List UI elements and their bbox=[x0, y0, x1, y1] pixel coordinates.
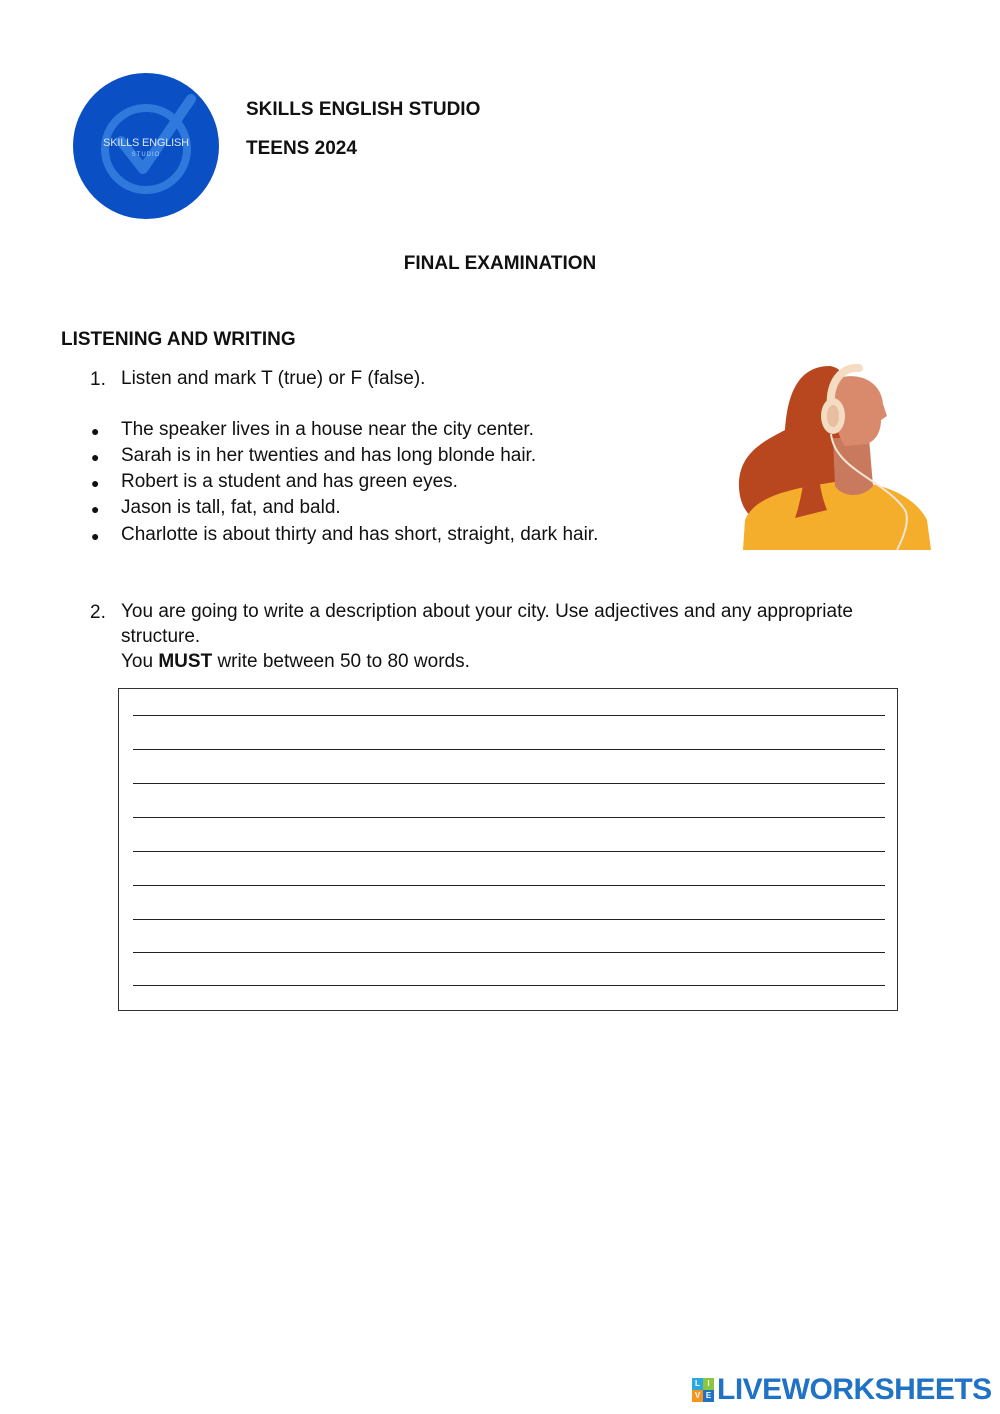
question-2-word-limit bbox=[121, 649, 921, 674]
bullet-icon: ● bbox=[91, 501, 100, 517]
writing-line[interactable] bbox=[133, 919, 885, 920]
brand-name: LIVEWORKSHEETS bbox=[717, 1373, 992, 1406]
logo-subtext: STUDIO bbox=[131, 152, 161, 158]
question-2-number: 2. bbox=[90, 602, 106, 623]
logo-letter: V bbox=[692, 1390, 703, 1402]
question-2-line-2: structure. bbox=[121, 626, 201, 647]
bullet-icon: ● bbox=[91, 475, 100, 491]
writing-line[interactable] bbox=[133, 715, 885, 716]
writing-line[interactable] bbox=[133, 749, 885, 750]
bullet-icon: ● bbox=[91, 449, 100, 465]
exam-title: FINAL EXAMINATION bbox=[403, 253, 597, 274]
liveworksheets-brand[interactable] bbox=[692, 1373, 992, 1407]
bullet-icon: ● bbox=[91, 528, 100, 544]
writing-line[interactable] bbox=[133, 885, 885, 886]
word-limit-prefix: You bbox=[121, 651, 159, 672]
statement-item: Robert is a student and has green eyes. bbox=[121, 471, 458, 492]
logo-letter: E bbox=[703, 1390, 714, 1402]
writing-line[interactable] bbox=[133, 851, 885, 852]
statement-item: Charlotte is about thirty and has short, straight, dark hair. bbox=[121, 524, 599, 545]
statement-item: The speaker lives in a house near the city center. bbox=[121, 419, 534, 440]
course-name: TEENS 2024 bbox=[246, 138, 357, 159]
question-2-instruction bbox=[121, 599, 921, 674]
liveworksheets-logo-icon bbox=[692, 1378, 714, 1402]
question-1-instruction: Listen and mark T (true) or F (false). bbox=[121, 368, 426, 389]
question-2-line-1: You are going to write a description about your city. Use adjectives and any appropriate bbox=[121, 601, 853, 622]
section-title: LISTENING AND WRITING bbox=[61, 329, 296, 350]
school-name: SKILLS ENGLISH STUDIO bbox=[246, 99, 481, 120]
question-1-number: 1. bbox=[90, 369, 106, 390]
writing-line[interactable] bbox=[133, 783, 885, 784]
writing-line[interactable] bbox=[133, 985, 885, 986]
word-limit-emphasis: MUST bbox=[158, 651, 213, 672]
school-logo bbox=[73, 73, 219, 219]
woman-headphones-illustration bbox=[735, 360, 935, 552]
writing-line[interactable] bbox=[133, 952, 885, 953]
logo-letter: L bbox=[692, 1378, 703, 1390]
writing-answer-box[interactable] bbox=[118, 688, 898, 1011]
logo-letter: I bbox=[703, 1378, 714, 1390]
logo-text: SKILLS ENGLISH bbox=[103, 137, 189, 149]
bullet-icon: ● bbox=[91, 423, 100, 439]
writing-line[interactable] bbox=[133, 817, 885, 818]
statement-item: Sarah is in her twenties and has long blonde hair. bbox=[121, 445, 537, 466]
word-limit-suffix: write between 50 to 80 words. bbox=[212, 651, 470, 672]
statement-item: Jason is tall, fat, and bald. bbox=[121, 497, 341, 518]
